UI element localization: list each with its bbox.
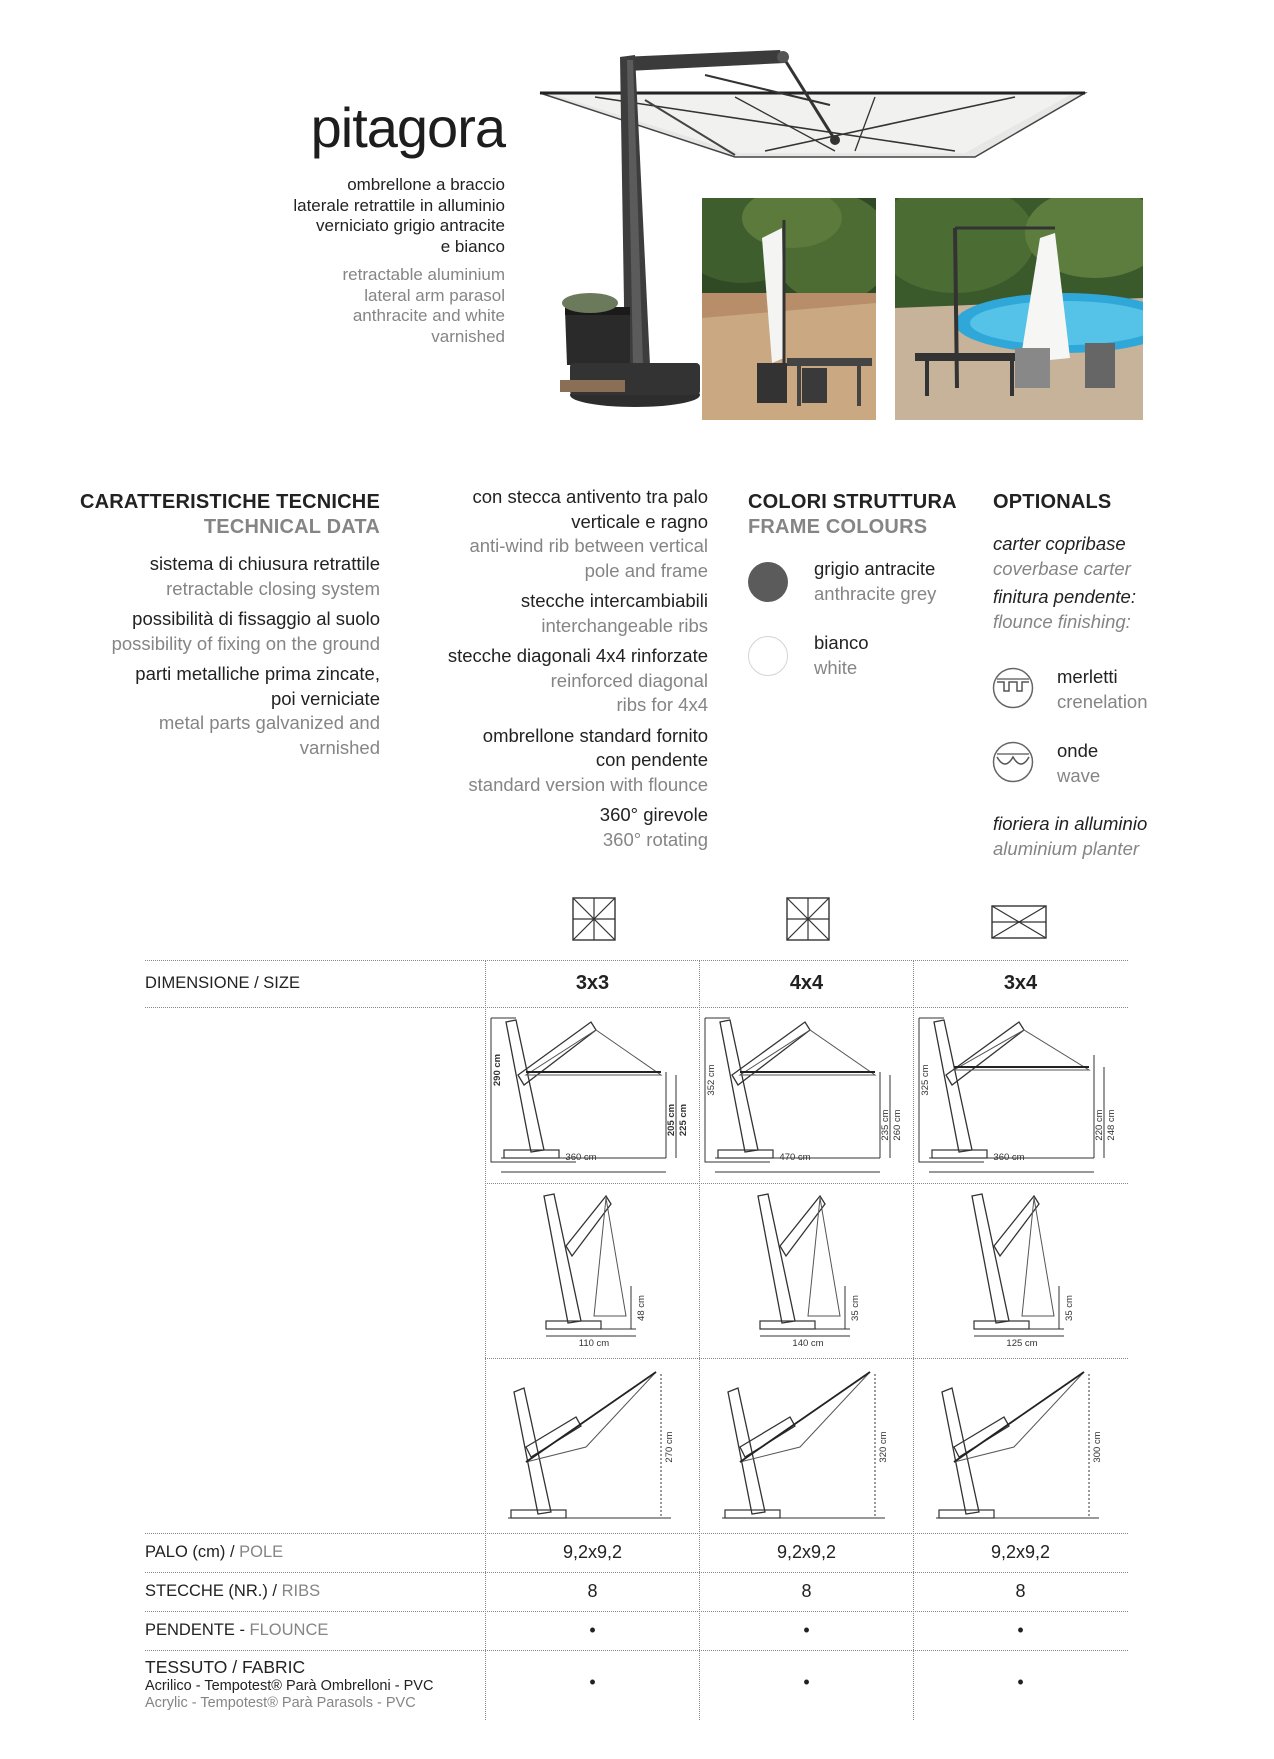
open-diagram-4x4 [700, 1010, 913, 1182]
onde-en: wave [1057, 764, 1101, 786]
feature-en: reinforced diagonal [550, 669, 708, 691]
colour-name-en: anthracite grey [814, 582, 937, 604]
desc-en-line: varnished [431, 326, 505, 346]
table-divider [145, 1007, 1128, 1008]
closed-height-3x3: 48 cm [636, 1295, 647, 1321]
ribs-3x4: 8 [1015, 1581, 1026, 1601]
optionals-heading: OPTIONALS [993, 491, 1112, 513]
table-divider [145, 1572, 1128, 1573]
pole-label: PALO (cm) / POLE [145, 1543, 284, 1561]
closed-width-4x4: 140 cm [792, 1338, 824, 1349]
size-3x3: 3x3 [575, 972, 610, 994]
feature-it: 360° girevole [599, 804, 708, 825]
feature-en: retractable closing system [166, 577, 380, 599]
pole-4x4: 9,2x9,2 [776, 1542, 837, 1562]
table-divider [485, 1183, 1128, 1184]
open-width-4x4: 470 cm [779, 1152, 811, 1163]
open-height-3x4: 325 cm [920, 1064, 931, 1096]
feature-it: poi verniciate [270, 687, 380, 709]
merletti-it: merletti [1057, 666, 1118, 687]
merletti-en: crenelation [1057, 690, 1148, 712]
table-divider [145, 1611, 1128, 1612]
desc-en-line: anthracite and white [352, 306, 505, 325]
desc-en-line: retractable aluminium [342, 265, 505, 284]
desc-it-line: verniciato grigio antracite [316, 216, 505, 235]
table-divider [145, 960, 1128, 961]
wave-icon [992, 741, 1034, 783]
desc-it-line: ombrellone a braccio [347, 175, 505, 194]
feature-en: pole and frame [584, 559, 708, 581]
ribs-label-it: STECCHE (NR.) [145, 1582, 268, 1600]
closed-height-3x4: 35 cm [1064, 1295, 1075, 1321]
crenelation-icon [992, 667, 1034, 709]
ribs-3x3: 8 [587, 1581, 598, 1601]
tilted-height-3x4: 300 cm [1092, 1431, 1103, 1463]
square-canopy-3x3-icon [572, 897, 616, 941]
table-divider [145, 1533, 1128, 1534]
closed-width-3x4: 125 cm [1006, 1338, 1038, 1349]
feature-it: con stecca antivento tra palo [472, 486, 708, 507]
description-en [180, 265, 505, 347]
flounce-3x4: • [1017, 1620, 1024, 1640]
open-width-3x4: 360 cm [993, 1152, 1025, 1163]
colour-name-it: grigio antracite [814, 558, 936, 579]
carter-it: carter copribase [993, 533, 1126, 554]
open-height-4x4: 352 cm [706, 1064, 717, 1096]
flounce-label: PENDENTE - FLOUNCE [145, 1621, 329, 1639]
fabric-label-en: FABRIC [241, 1657, 306, 1677]
open-height-b-3x4: 248 cm [1106, 1109, 1117, 1141]
ribs-4x4: 8 [801, 1581, 812, 1601]
desc-en-line: lateral arm parasol [364, 285, 505, 305]
feature-en: 360° rotating [602, 828, 708, 850]
open-height-a-4x4: 235 cm [880, 1109, 891, 1141]
flounce-label-it: PENDENTE [145, 1621, 235, 1639]
feature-en: interchangeable ribs [541, 614, 708, 636]
feature-en: anti-wind rib between vertical [469, 535, 708, 556]
onde-it: onde [1057, 740, 1099, 761]
size-4x4: 4x4 [789, 972, 824, 994]
desc-it-line: e bianco [440, 236, 505, 256]
fabric-label [145, 1657, 433, 1712]
optional-merletti [1057, 665, 1148, 714]
open-width-3x3: 360 cm [565, 1152, 597, 1163]
size-label: DIMENSIONE / SIZE [145, 974, 300, 992]
finish-en: flounce finishing: [993, 610, 1131, 632]
fabric-en: Acrylic - Tempotest® Parà Parasols - PVC [145, 1695, 416, 1711]
planter-it: fioriera in alluminio [993, 813, 1148, 834]
optional-planter [993, 812, 1147, 861]
photo-closed-parasol-terrace [702, 198, 876, 420]
open-height-a-3x4: 220 cm [1094, 1109, 1105, 1141]
square-canopy-4x4-icon [786, 897, 830, 941]
closed-width-3x3: 110 cm [578, 1338, 610, 1349]
flounce-3x3: • [589, 1620, 596, 1640]
white-swatch [748, 636, 788, 676]
desc-it-line: laterale retrattile in alluminio [293, 195, 505, 215]
open-height-a-3x3: 205 cm [666, 1103, 677, 1137]
ribs-label-en: RIBS [281, 1582, 321, 1600]
closed-diagram-3x4 [914, 1186, 1127, 1356]
size-label-it: DIMENSIONE [145, 974, 250, 992]
colour-white [814, 631, 869, 680]
feature-en: possibility of fixing on the ground [111, 632, 380, 654]
finish-it: finitura pendente: [993, 586, 1136, 607]
fabric-4x4: • [803, 1672, 810, 1692]
fabric-label-it: TESSUTO [145, 1657, 228, 1677]
feature-it: sistema di chiusura retrattile [149, 553, 380, 574]
rectangular-canopy-3x4-icon [991, 905, 1047, 939]
tech-data-column-1 [40, 490, 380, 760]
pole-3x3: 9,2x9,2 [562, 1542, 623, 1562]
feature-it: stecche intercambiabili [520, 590, 708, 611]
table-divider [485, 1358, 1128, 1359]
pole-label-en: POLE [239, 1543, 284, 1561]
closed-diagram-4x4 [700, 1186, 913, 1356]
planter-en: aluminium planter [993, 837, 1140, 859]
feature-it: parti metalliche prima zincate, [135, 663, 380, 684]
frame-colours [748, 490, 968, 540]
tech-heading-it: CARATTERISTICHE TECNICHE [80, 491, 380, 513]
feature-it: verticale e ragno [571, 510, 708, 532]
colour-anthracite [814, 557, 936, 606]
optional-onde [1057, 739, 1100, 788]
colours-heading-en: FRAME COLOURS [748, 516, 928, 538]
page-title: pitagora [310, 96, 505, 159]
colour-name-it: bianco [814, 632, 869, 653]
photo-closed-parasol-pool [895, 198, 1143, 420]
open-diagram-3x3 [486, 1010, 699, 1182]
fabric-it: Acrilico - Tempotest® Parà Ombrelloni - PVC [145, 1678, 434, 1694]
anthracite-swatch [748, 562, 788, 602]
tech-heading-en: TECHNICAL DATA [203, 516, 380, 538]
feature-it: possibilità di fissaggio al suolo [132, 608, 380, 629]
closed-height-4x4: 35 cm [850, 1295, 861, 1321]
fabric-3x4: • [1017, 1672, 1024, 1692]
table-divider [145, 1650, 1128, 1651]
feature-it: ombrellone standard fornito [482, 724, 708, 746]
tilted-height-3x3: 270 cm [664, 1431, 675, 1463]
tilted-diagram-3x3 [486, 1362, 699, 1532]
description-it [180, 175, 505, 257]
feature-en: ribs for 4x4 [616, 694, 708, 715]
feature-it: con pendente [595, 749, 708, 770]
size-label-en: SIZE [263, 974, 300, 992]
open-height-b-4x4: 260 cm [892, 1109, 903, 1141]
pole-3x4: 9,2x9,2 [990, 1542, 1051, 1562]
feature-en: metal parts galvanized and [158, 712, 380, 733]
open-height-b-3x3: 225 cm [678, 1103, 689, 1137]
tilted-diagram-4x4 [700, 1362, 913, 1532]
feature-it: stecche diagonali 4x4 rinforzate [447, 645, 708, 666]
closed-diagram-3x3 [486, 1186, 699, 1356]
pole-label-it: PALO (cm) [145, 1543, 226, 1561]
feature-en: standard version with flounce [468, 773, 708, 795]
carter-en: coverbase carter [993, 557, 1131, 579]
fabric-3x3: • [589, 1672, 596, 1692]
optional-carter [993, 532, 1136, 634]
tilted-diagram-3x4 [914, 1362, 1127, 1532]
size-3x4: 3x4 [1003, 972, 1038, 994]
fabric-heading: TESSUTO / FABRIC [145, 1657, 306, 1677]
feature-en: varnished [299, 736, 380, 758]
colours-heading-it: COLORI STRUTTURA [748, 491, 957, 513]
flounce-label-en: FLOUNCE [249, 1621, 329, 1639]
tech-data-column-2 [390, 485, 708, 852]
tilted-height-4x4: 320 cm [878, 1431, 889, 1463]
open-diagram-3x4 [914, 1010, 1127, 1182]
colour-name-en: white [814, 656, 858, 678]
ribs-label: STECCHE (NR.) / RIBS [145, 1582, 321, 1600]
open-height-3x3: 290 cm [492, 1053, 503, 1087]
flounce-4x4: • [803, 1620, 810, 1640]
